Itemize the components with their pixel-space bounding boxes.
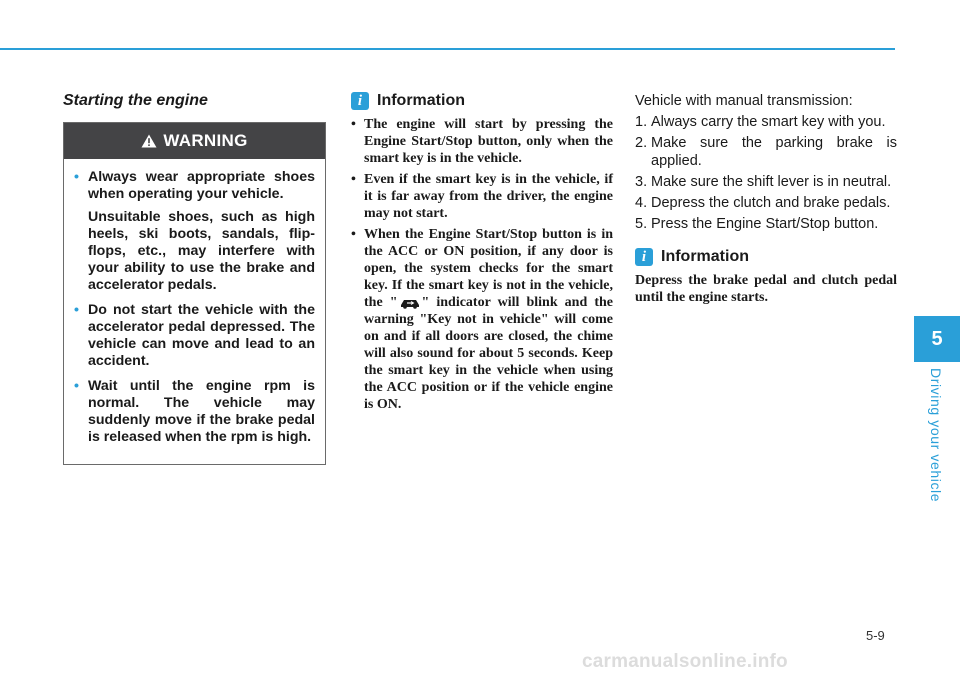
manual-transmission-intro: Vehicle with manual transmission: <box>635 93 853 109</box>
bullet-icon: • <box>351 227 356 242</box>
warning-header <box>64 123 325 159</box>
info-item: • When the Engine Start/Stop button is in the ACC or ON position, if any door is open, the system checks for the smart key. If the smart key is not in the vehicle, the " " indicator will blink and the warning "Key not in vehicle" will come on and if all doors are closed, the chime will also sound for about 5 seconds. Keep the smart key in the vehicle when using the ACC position or if the vehicle engine is ON. <box>351 227 613 412</box>
watermark: carmanualsonline.info <box>582 651 788 672</box>
step-item: 3. Make sure the shift lever is in neutral. <box>635 174 892 190</box>
manual-steps <box>635 113 897 233</box>
warning-box <box>63 122 326 465</box>
info-section-2 <box>635 248 897 306</box>
warning-item-subtext: Unsuitable shoes, such as high heels, ski boots, sandals, flip-flops, etc., may interfere with your ability to use the brake and accelerator pedals. <box>88 209 315 293</box>
info-list <box>351 116 613 413</box>
smart-key-indicator-icon <box>399 297 421 309</box>
left-column <box>63 92 326 465</box>
chapter-tab: 5 <box>914 316 960 362</box>
bullet-icon: • <box>351 172 356 187</box>
info-item: • Even if the smart key is in the vehicle, if it is far away from the driver, the engine may not start. <box>351 172 613 221</box>
warning-triangle-icon <box>141 134 157 148</box>
right-column <box>635 92 897 306</box>
warning-item-text: Wait until the engine rpm is normal. The vehicle may suddenly move if the brake pedal is released when the rpm is high. <box>88 378 315 445</box>
page-number: 5-9 <box>866 628 885 643</box>
middle-column <box>351 92 613 417</box>
bullet-icon: • <box>74 302 79 318</box>
info-text: Depress the brake pedal and clutch pedal until the engine starts. <box>635 273 897 305</box>
warning-item-text: Always wear appropriate shoes when operating your vehicle. <box>88 169 315 202</box>
info-title: Information <box>661 248 749 265</box>
bullet-icon: • <box>74 169 79 185</box>
warning-item <box>74 169 315 294</box>
step-item: 5. Press the Engine Start/Stop button. <box>635 216 879 232</box>
step-item: 1. Always carry the smart key with you. <box>635 114 886 130</box>
section-title: Starting the engine <box>63 92 208 109</box>
step-item: 4. Depress the clutch and brake pedals. <box>635 195 891 211</box>
warning-body <box>64 159 325 464</box>
warning-item <box>74 302 315 370</box>
chapter-label: Driving your vehicle <box>928 367 944 503</box>
warning-item-text: Do not start the vehicle with the accelerator pedal depressed. The vehicle can move and lead to an accident. <box>88 302 315 369</box>
bullet-icon: • <box>74 378 79 394</box>
bullet-icon: • <box>351 117 356 132</box>
info-heading <box>635 248 897 266</box>
info-icon: i <box>635 248 653 266</box>
info-title: Information <box>377 92 465 109</box>
info-icon: i <box>351 92 369 110</box>
warning-title: WARNING <box>163 131 248 150</box>
top-rule <box>0 48 895 50</box>
warning-item <box>74 378 315 446</box>
info-heading <box>351 92 613 110</box>
info-item: • The engine will start by pressing the Engine Start/Stop button, only when the smart key is in the vehicle. <box>351 117 613 166</box>
step-item: 2. Make sure the parking brake is applied. <box>635 135 897 169</box>
